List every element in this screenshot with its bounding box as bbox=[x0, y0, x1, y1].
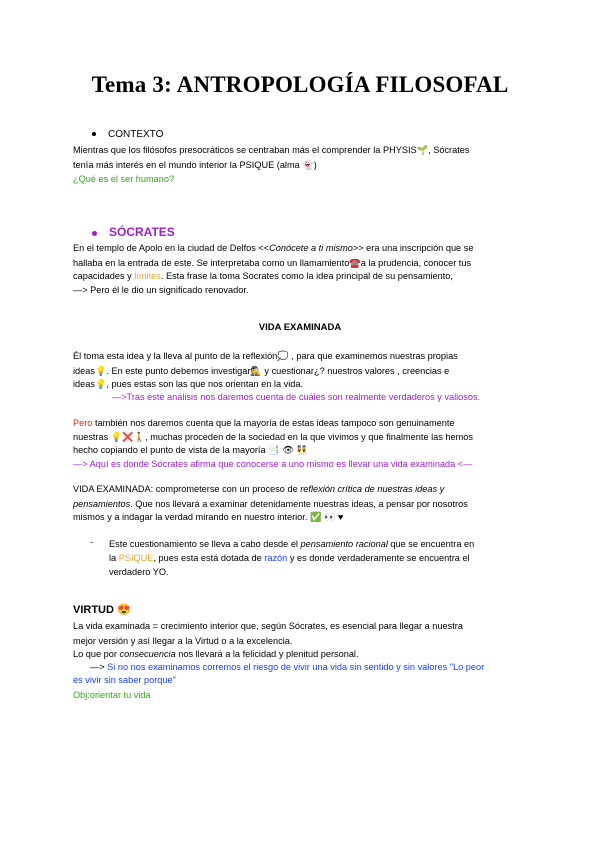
virtud-line-6: Obj:orientar tu vida bbox=[73, 690, 151, 700]
vida-p3-line-3: mismos y a indagar la verdad mirando en nuestro interior. ✅ 👀 ♥ bbox=[73, 512, 344, 522]
text-run: y es donde verdaderamente se encuentra el bbox=[287, 553, 470, 563]
text-run: , pues esta está dotada de bbox=[153, 553, 265, 563]
socrates-line-4: —> Pero él le dio un significado renovador. bbox=[73, 285, 249, 295]
vida-p2-line-4: —> Aquí es donde Sócrates afirma que conocerse a uno mismo es llevar una vida examinada <— bbox=[73, 459, 473, 469]
virtud-heading: VIRTUD 😍 bbox=[73, 604, 131, 616]
vida-p1-line-4: —>Tras este análisis nos daremos cuenta de cuáles son realmente verdaderos y valiosos. bbox=[112, 392, 481, 402]
contexto-question: ¿Qué es el ser humano? bbox=[73, 174, 175, 184]
text-run: . Esta frase la toma Socrates como la idea principal de su pensamiento, bbox=[160, 271, 453, 281]
bullet-dot-icon bbox=[92, 231, 97, 236]
vida-p1-line-1: Él toma esta idea y la lleva al punto de la reflexión💭 , para que examinemos nuestras propias bbox=[73, 351, 458, 361]
contexto-line-2: tenía más interés en el mundo interior la PSIQUE (alma 👻) bbox=[73, 160, 317, 170]
vida-p1-line-3: ideas💡, pues estas son las que nos orientan en la vida. bbox=[73, 379, 304, 389]
socrates-heading: SÓCRATES bbox=[109, 225, 175, 239]
bullet-dot-icon bbox=[92, 132, 96, 136]
text-run-italic: pensamientos bbox=[73, 499, 131, 509]
page-title: Tema 3: ANTROPOLOGÍA FILOSOFAL bbox=[91, 72, 509, 97]
text-run: >> era una inscripción que se bbox=[352, 243, 474, 253]
text-run-italic: Conócete a ti mismo bbox=[269, 243, 353, 253]
socrates-line-2: hallaba en la entrada de este. Se interpretaba como un llamamiento☎️a la prudencia, conocer tus bbox=[73, 258, 472, 268]
text-run: capacidades y bbox=[73, 271, 135, 281]
contexto-heading: CONTEXTO bbox=[108, 129, 164, 140]
text-run-italic: consecuencia bbox=[119, 649, 176, 659]
vida-p2-line-3: hecho copiando el punto de vista de la mayoría 📑 👁 👯 bbox=[73, 445, 308, 455]
text-run: que se encuentra en bbox=[387, 539, 475, 549]
text-run-italic: reflexión crítica de nuestras ideas y bbox=[300, 484, 445, 494]
virtud-line-5: es vivir sin saber porque" bbox=[73, 675, 176, 685]
vida-p2-line-2: nuestras 💡❌🚶, muchas proceden de la sociedad en la que vivimos y que finalmente las hemos bbox=[73, 432, 473, 442]
text-run: Lo que por bbox=[73, 649, 120, 659]
vida-heading: VIDA EXAMINADA bbox=[258, 322, 342, 333]
list-dash: - bbox=[90, 537, 94, 547]
text-run: VIDA EXAMINADA: comprometerse con un proceso de bbox=[73, 484, 301, 494]
text-run-highlight: límites bbox=[134, 271, 161, 281]
text-run: En el templo de Apolo en la ciudad de Delfos << bbox=[73, 243, 270, 253]
text-run: . Que nos llevará a examinar detenidamente nuestras ideas, a pensar por nosotros bbox=[130, 499, 468, 509]
socrates-line-1 bbox=[73, 241, 533, 257]
virtud-line-2: mejor versión y así llegar a la Virtud o a la excelencia. bbox=[73, 636, 293, 646]
virtud-line-1: La vida examinada = crecimiento interior que, según Sócrates, es esencial para llegar a nuestra bbox=[73, 621, 463, 631]
vida-p3-line-1 bbox=[73, 482, 533, 498]
text-run-highlight: PSIQUE bbox=[118, 553, 154, 563]
contexto-line-1: Mientras que los filósofos presocráticos se centraban más el comprender la PHYSIS🌱, Sócrates bbox=[73, 145, 470, 155]
vida-bullet-line-3: verdadero YO. bbox=[109, 567, 169, 577]
bullet-contexto bbox=[92, 129, 163, 140]
text-run: la bbox=[109, 553, 119, 563]
text-run: —> bbox=[90, 662, 108, 672]
text-run: también nos daremos cuenta que la mayoría de estas ideas tampoco son genuinamente bbox=[92, 418, 455, 428]
vida-p1-line-2: ideas💡. En este punto debemos investigar🕵️ y cuestionar¿? nuestros valores , creencias e bbox=[73, 366, 450, 376]
text-run: nos llevará a la felicidad y plenitud personal. bbox=[175, 649, 359, 659]
text-run-blue: Si no nos examinamos corremos el riesgo de vivir una vida sin sentido y sin valores "Lo peor bbox=[107, 662, 485, 672]
text-run-blue: razón bbox=[264, 553, 288, 563]
text-run: Este cuestionamiento se lleva a cabo desde el bbox=[109, 539, 301, 549]
text-run-italic: pensamiento racional bbox=[300, 539, 388, 549]
text-run-red: Pero bbox=[73, 418, 93, 428]
bullet-socrates bbox=[92, 225, 175, 239]
